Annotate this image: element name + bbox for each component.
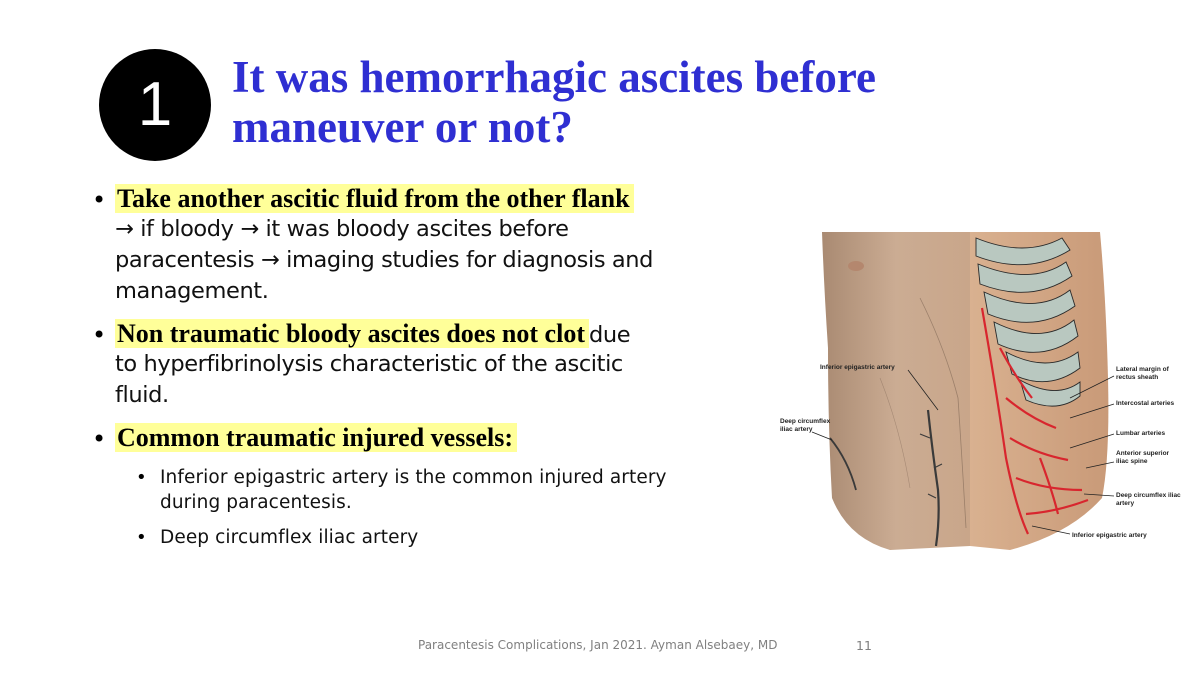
label-anterior-superior: Anterior superior iliac spine	[1116, 450, 1170, 465]
bullet-text-line: fluid.	[115, 382, 169, 408]
bullet-text-line: management.	[115, 278, 269, 304]
abdomen-illustration	[770, 228, 1190, 558]
bullet-dot: •	[92, 321, 107, 349]
bullet-item	[92, 319, 782, 411]
bullet-highlight: Non traumatic bloody ascites does not clot	[115, 319, 589, 348]
bullet-text	[115, 349, 782, 411]
title-line-1: It was hemorrhagic ascites before	[232, 52, 877, 102]
slide-title	[232, 52, 1132, 152]
sub-bullet-list	[115, 465, 782, 550]
bullet-item	[92, 184, 782, 307]
bullet-dot: •	[92, 186, 107, 214]
sub-bullet-line: Deep circumflex iliac artery	[160, 527, 419, 548]
label-intercostal: Intercostal arteries	[1116, 400, 1175, 407]
sub-bullet-line: Inferior epigastric artery is the common injured artery	[160, 467, 667, 488]
label-inferior-epigastric-left: Inferior epigastric artery	[820, 364, 895, 371]
sub-bullet-dot: •	[136, 467, 147, 488]
bullet-dot: •	[92, 425, 107, 453]
label-lumbar: Lumbar arteries	[1116, 430, 1166, 437]
bullet-highlight: Take another ascitic fluid from the other flank	[115, 184, 634, 213]
bullet-item	[92, 423, 782, 550]
sub-bullet-line: during paracentesis.	[160, 492, 352, 513]
sub-bullet-item	[136, 525, 782, 550]
label-inferior-epigastric-right: Inferior epigastric artery	[1072, 532, 1147, 539]
bullet-inline-text: due	[588, 322, 631, 348]
sub-bullet-item	[136, 465, 782, 515]
label-lateral-margin: Lateral margin of rectus sheath	[1116, 366, 1169, 381]
abdominal-vessels-figure	[770, 228, 1190, 558]
bullet-text-line: → if bloody → it was bloody ascites before	[115, 216, 569, 242]
label-deep-circumflex-right: Deep circumflex iliac artery	[1116, 492, 1181, 507]
label-deep-circumflex-left: Deep circumflex iliac artery	[780, 418, 831, 433]
bullet-highlight: Common traumatic injured vessels:	[115, 423, 517, 452]
page-number: 11	[856, 638, 872, 653]
number-badge: 1	[99, 49, 211, 161]
sub-bullet-dot: •	[136, 527, 147, 548]
bullet-text-line: paracentesis → imaging studies for diagnosis and	[115, 247, 654, 273]
title-line-2: maneuver or not?	[232, 102, 573, 152]
bullet-list	[92, 184, 782, 562]
bullet-text	[115, 214, 782, 307]
footer-text: Paracentesis Complications, Jan 2021. Ayman Alsebaey, MD	[418, 638, 778, 652]
bullet-text-line: to hyperfibrinolysis characteristic of the ascitic	[115, 351, 623, 377]
